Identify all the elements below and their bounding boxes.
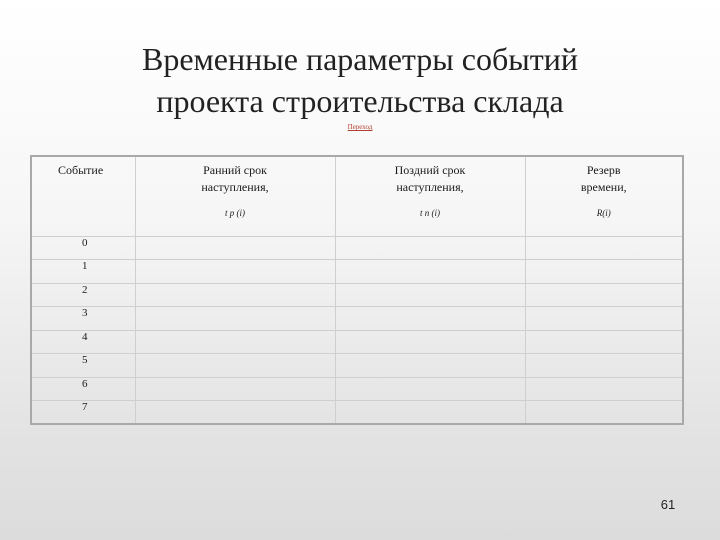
table-header-row	[31, 156, 683, 236]
header-reserve-formula: R(i)	[596, 208, 611, 218]
table-row	[31, 330, 683, 354]
header-reserve	[525, 156, 683, 236]
early-time-cell[interactable]	[135, 401, 335, 425]
early-time-cell[interactable]	[135, 307, 335, 331]
late-time-cell[interactable]	[335, 377, 525, 401]
page-number: 61	[660, 497, 676, 512]
event-parameters-table	[30, 155, 684, 425]
late-time-cell[interactable]	[335, 401, 525, 425]
table-row	[31, 377, 683, 401]
table-row	[31, 401, 683, 425]
header-event-label: Событие	[58, 163, 104, 177]
late-time-cell[interactable]	[335, 330, 525, 354]
reserve-cell[interactable]	[525, 236, 683, 260]
reserve-cell[interactable]	[525, 283, 683, 307]
late-time-cell[interactable]	[335, 236, 525, 260]
reserve-cell[interactable]	[525, 260, 683, 284]
table-row	[31, 354, 683, 378]
slide-title	[0, 38, 720, 122]
early-time-cell[interactable]	[135, 236, 335, 260]
header-event	[31, 156, 135, 236]
late-time-cell[interactable]	[335, 283, 525, 307]
reserve-cell[interactable]	[525, 330, 683, 354]
early-time-cell[interactable]	[135, 330, 335, 354]
table-row	[31, 236, 683, 260]
table-row	[31, 260, 683, 284]
header-late-time	[335, 156, 525, 236]
title-line-2: проекта строительства склада	[156, 83, 564, 119]
early-time-cell[interactable]	[135, 260, 335, 284]
table-row	[31, 283, 683, 307]
reserve-cell[interactable]	[525, 401, 683, 425]
table-row	[31, 307, 683, 331]
header-reserve-label: Резерв времени,	[580, 163, 627, 194]
header-early-time	[135, 156, 335, 236]
event-number-cell: 4	[31, 330, 135, 354]
late-time-cell[interactable]	[335, 260, 525, 284]
reserve-cell[interactable]	[525, 354, 683, 378]
late-time-cell[interactable]	[335, 354, 525, 378]
event-number-cell: 7	[31, 401, 135, 425]
header-early-time-formula: t р (i)	[225, 208, 245, 218]
navigation-link[interactable]: Переход	[347, 123, 373, 131]
header-late-time-label: Поздний срок наступления,	[394, 163, 466, 194]
event-number-cell: 1	[31, 260, 135, 284]
reserve-cell[interactable]	[525, 307, 683, 331]
early-time-cell[interactable]	[135, 377, 335, 401]
early-time-cell[interactable]	[135, 354, 335, 378]
event-number-cell: 3	[31, 307, 135, 331]
reserve-cell[interactable]	[525, 377, 683, 401]
early-time-cell[interactable]	[135, 283, 335, 307]
event-number-cell: 0	[31, 236, 135, 260]
header-early-time-label: Ранний срок наступления,	[201, 163, 269, 194]
late-time-cell[interactable]	[335, 307, 525, 331]
header-late-time-formula: t п (i)	[420, 208, 440, 218]
event-number-cell: 6	[31, 377, 135, 401]
event-number-cell: 5	[31, 354, 135, 378]
event-number-cell: 2	[31, 283, 135, 307]
title-line-1: Временные параметры событий	[141, 41, 579, 77]
